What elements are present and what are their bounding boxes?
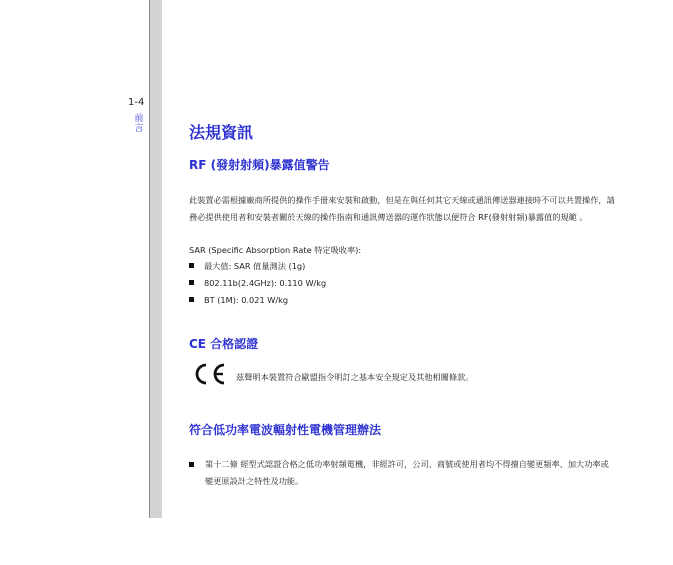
page-number: 1-4: [128, 97, 145, 108]
ce-mark-logo: [192, 363, 228, 385]
ce-statement: 茲聲明本裝置符合歐盟指令明訂之基本安全規定及其他相關條款。: [236, 372, 474, 382]
rf-bullet-item: [189, 278, 326, 288]
side-tab-label: 前言: [134, 114, 144, 134]
bullet-square-icon: [189, 263, 194, 268]
rf-bullet-text: 最大值: SAR 值量測法 (1g): [204, 261, 306, 271]
rf-heading: RF (發射射頻)暴露值警告: [189, 158, 330, 172]
page-title: 法規資訊: [189, 123, 254, 142]
rf-paragraph: 此裝置必需根據廠商所提供的操作手冊來安裝和啟動，但是在與任何其它天線或通訊傳送器連接時不可以共置操作，請務必提供使用者和安裝者關於天線的操作指南和通訊傳送器的運作狀態以便符合 RF(發射射頻)暴露值的規範 。: [189, 195, 615, 222]
rf-bullet-item: [189, 295, 288, 305]
bullet-square-icon: [189, 297, 194, 302]
low-power-item-text: 第十二條 經型式認證合格之低功率射頻電機，非經許可，公司、商號或使用者均不得擅自變更頻率、加大功率或變更原設計之特性及功能。: [205, 459, 609, 486]
page-sidebar-bar: [149, 0, 162, 518]
bullet-square-icon: [189, 462, 194, 467]
rf-bullet-text: 802.11b(2.4GHz): 0.110 W/kg: [204, 278, 327, 288]
rf-bullet-item: [189, 261, 305, 272]
low-power-heading: 符合低功率電波輻射性電機管理辦法: [189, 423, 382, 437]
rf-bullet-text: BT (1M): 0.021 W/kg: [204, 295, 289, 305]
ce-heading: CE 合格認證: [189, 337, 259, 351]
bullet-square-icon: [189, 280, 194, 285]
sar-line: SAR (Specific Absorption Rate 特定吸收率):: [189, 245, 362, 255]
